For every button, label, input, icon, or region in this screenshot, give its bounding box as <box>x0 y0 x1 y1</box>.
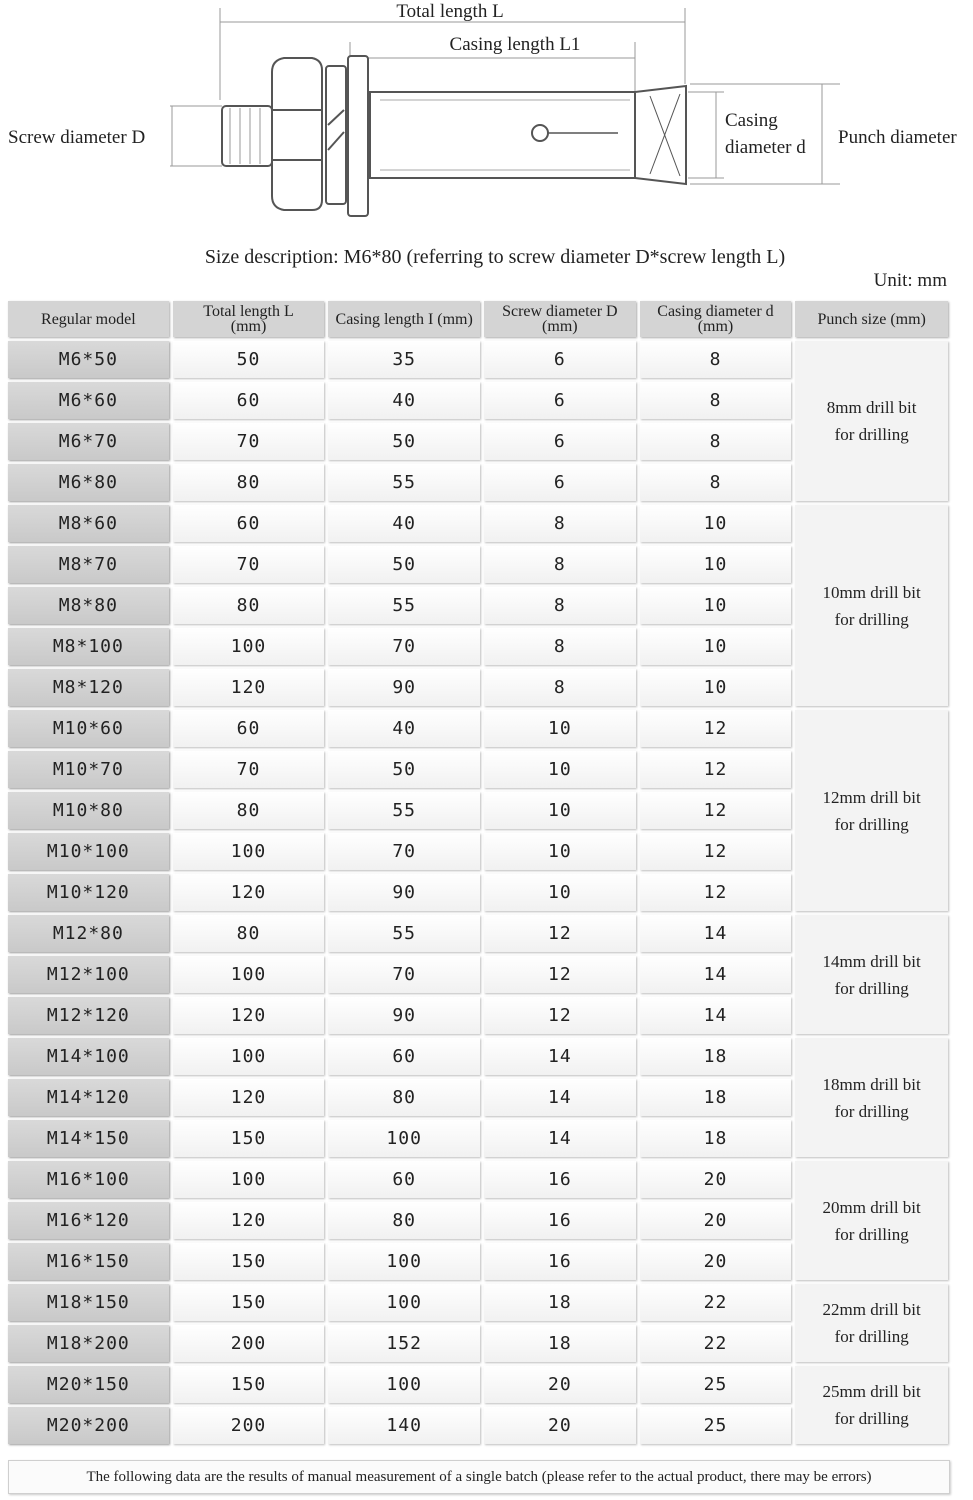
screw-diameter-cell: 10 <box>484 874 636 911</box>
header-punch-size: Punch size (mm) <box>795 301 948 337</box>
punch-size-line2: for drilling <box>834 425 909 444</box>
screw-diameter-cell: 14 <box>484 1120 636 1157</box>
punch-size-line1: 12mm drill bit <box>822 787 921 807</box>
table-header-row <box>8 301 948 337</box>
total-length-cell: 80 <box>173 587 325 624</box>
total-length-cell: 200 <box>173 1407 325 1444</box>
total-length-cell: 80 <box>173 792 325 829</box>
casing-diameter-cell: 12 <box>640 874 792 911</box>
model-cell: M6*70 <box>8 423 169 460</box>
total-length-cell: 80 <box>173 464 325 501</box>
total-length-cell: 120 <box>173 669 325 706</box>
screw-diameter-cell: 10 <box>484 710 636 747</box>
casing-length-cell: 100 <box>328 1284 480 1321</box>
casing-diameter-cell: 10 <box>640 669 792 706</box>
table-row <box>8 1038 948 1075</box>
total-length-cell: 150 <box>173 1284 325 1321</box>
casing-diameter-label: Casing <box>725 110 778 131</box>
punch-size-line1: 20mm drill bit <box>822 1197 921 1217</box>
total-length-cell: 50 <box>173 341 325 378</box>
screw-diameter-cell: 8 <box>484 505 636 542</box>
casing-length-cell: 55 <box>328 587 480 624</box>
casing-length-cell: 140 <box>328 1407 480 1444</box>
punch-size-line2: for drilling <box>834 1101 909 1121</box>
casing-length-cell: 50 <box>328 546 480 583</box>
punch-size-cell <box>795 915 948 1034</box>
screw-diameter-cell: 14 <box>484 1038 636 1075</box>
screw-diameter-cell: 10 <box>484 792 636 829</box>
screw-diameter-cell: 20 <box>484 1407 636 1444</box>
casing-diameter-cell: 10 <box>640 505 792 542</box>
model-cell: M10*80 <box>8 792 169 829</box>
screw-diameter-cell: 12 <box>484 915 636 952</box>
measurement-footnote: The following data are the results of manual measurement of a single batch (please refer to the actual product, there may be errors) <box>8 1460 950 1494</box>
casing-diameter-cell: 18 <box>640 1038 792 1075</box>
table-row <box>8 1366 948 1403</box>
model-cell: M16*120 <box>8 1202 169 1239</box>
casing-diameter-cell: 12 <box>640 792 792 829</box>
casing-length-cell: 70 <box>328 833 480 870</box>
total-length-cell: 60 <box>173 382 325 419</box>
header-total-length: Total length L (mm) <box>173 301 325 337</box>
header-screw-diameter: Screw diameter D (mm) <box>484 301 636 337</box>
screw-diameter-cell: 12 <box>484 956 636 993</box>
casing-diameter-cell: 10 <box>640 628 792 665</box>
punch-size-line2: for drilling <box>834 978 909 998</box>
table-row <box>8 341 948 378</box>
casing-length-cell: 90 <box>328 874 480 911</box>
casing-length-cell: 55 <box>328 792 480 829</box>
casing-diameter-cell: 18 <box>640 1079 792 1116</box>
size-description: Size description: M6*80 (referring to screw diameter D*screw length L) <box>204 246 786 268</box>
punch-size-cell <box>795 341 948 501</box>
casing-length-cell: 100 <box>328 1243 480 1280</box>
casing-diameter-cell: 12 <box>640 833 792 870</box>
casing-diameter-cell: 10 <box>640 546 792 583</box>
casing-length-cell: 50 <box>328 751 480 788</box>
punch-size-cell <box>795 1038 948 1157</box>
unit-label: Unit: mm <box>873 270 947 291</box>
model-cell: M6*50 <box>8 341 169 378</box>
casing-length-cell: 40 <box>328 505 480 542</box>
casing-length-cell: 100 <box>328 1366 480 1403</box>
punch-size-cell <box>795 505 948 706</box>
casing-length-cell: 152 <box>328 1325 480 1362</box>
table-row <box>8 1161 948 1198</box>
table-body <box>8 341 948 1444</box>
model-cell: M14*150 <box>8 1120 169 1157</box>
header-model: Regular model <box>8 301 169 337</box>
total-length-cell: 100 <box>173 833 325 870</box>
casing-diameter-cell: 12 <box>640 751 792 788</box>
screw-diameter-cell: 6 <box>484 382 636 419</box>
screw-diameter-cell: 8 <box>484 669 636 706</box>
casing-diameter-cell: 14 <box>640 956 792 993</box>
total-length-cell: 120 <box>173 997 325 1034</box>
screw-diameter-cell: 8 <box>484 546 636 583</box>
casing-diameter-cell: 25 <box>640 1366 792 1403</box>
screw-diameter-cell: 10 <box>484 833 636 870</box>
total-length-cell: 100 <box>173 1038 325 1075</box>
punch-size-line2: for drilling <box>834 609 909 629</box>
bolt-drawing <box>222 56 686 216</box>
model-cell: M10*100 <box>8 833 169 870</box>
casing-diameter-cell: 20 <box>640 1161 792 1198</box>
model-cell: M18*150 <box>8 1284 169 1321</box>
casing-length-cell: 100 <box>328 1120 480 1157</box>
screw-diameter-cell: 16 <box>484 1202 636 1239</box>
screw-diameter-cell: 6 <box>484 423 636 460</box>
punch-size-line2: for drilling <box>834 1224 909 1244</box>
table-row <box>8 1284 948 1321</box>
punch-diameter-label: Punch diameter <box>838 127 957 148</box>
punch-size-line1: 10mm drill bit <box>822 582 921 602</box>
casing-diameter-cell: 8 <box>640 423 792 460</box>
screw-diameter-cell: 6 <box>484 341 636 378</box>
screw-diameter-cell: 10 <box>484 751 636 788</box>
casing-length-label: Casing length L1 <box>449 34 581 55</box>
total-length-cell: 150 <box>173 1366 325 1403</box>
model-cell: M12*100 <box>8 956 169 993</box>
punch-size-line2: for drilling <box>834 814 909 834</box>
model-cell: M6*60 <box>8 382 169 419</box>
header-casing-diameter: Casing diameter d (mm) <box>640 301 792 337</box>
total-length-cell: 100 <box>173 628 325 665</box>
total-length-cell: 60 <box>173 710 325 747</box>
casing-slot <box>532 125 548 141</box>
punch-size-cell <box>795 1161 948 1280</box>
casing-diameter-cell: 8 <box>640 382 792 419</box>
total-length-cell: 70 <box>173 546 325 583</box>
punch-size-line1: 8mm drill bit <box>826 398 917 417</box>
casing-length-cell: 40 <box>328 382 480 419</box>
casing-length-cell: 80 <box>328 1202 480 1239</box>
total-length-cell: 100 <box>173 956 325 993</box>
table-row <box>8 915 948 952</box>
total-length-cell: 100 <box>173 1161 325 1198</box>
model-cell: M14*100 <box>8 1038 169 1075</box>
screw-diameter-cell: 20 <box>484 1366 636 1403</box>
punch-size-line2: for drilling <box>834 1327 909 1346</box>
flat-washer <box>348 56 368 216</box>
screw-diameter-cell: 16 <box>484 1243 636 1280</box>
punch-size-line1: 22mm drill bit <box>822 1300 921 1319</box>
screw-diameter-cell: 6 <box>484 464 636 501</box>
model-cell: M20*150 <box>8 1366 169 1403</box>
casing-length-cell: 55 <box>328 464 480 501</box>
spring-washer <box>326 66 346 204</box>
model-cell: M8*120 <box>8 669 169 706</box>
model-cell: M10*120 <box>8 874 169 911</box>
screw-diameter-cell: 18 <box>484 1325 636 1362</box>
total-length-cell: 150 <box>173 1120 325 1157</box>
casing-length-cell: 40 <box>328 710 480 747</box>
casing-length-cell: 70 <box>328 956 480 993</box>
model-cell: M16*100 <box>8 1161 169 1198</box>
model-cell: M12*120 <box>8 997 169 1034</box>
casing-length-cell: 50 <box>328 423 480 460</box>
screw-diameter-cell: 8 <box>484 587 636 624</box>
casing-diameter-cell: 10 <box>640 587 792 624</box>
model-cell: M10*70 <box>8 751 169 788</box>
model-cell: M14*120 <box>8 1079 169 1116</box>
model-cell: M16*150 <box>8 1243 169 1280</box>
casing-diameter-label-2: diameter d <box>725 137 806 158</box>
punch-size-line2: for drilling <box>834 1409 909 1428</box>
casing-length-cell: 60 <box>328 1161 480 1198</box>
header-casing-length: Casing length I (mm) <box>328 301 480 337</box>
model-cell: M8*100 <box>8 628 169 665</box>
punch-size-line1: 18mm drill bit <box>822 1074 921 1094</box>
casing-diameter-cell: 22 <box>640 1284 792 1321</box>
total-length-label: Total length L <box>396 1 504 22</box>
total-length-cell: 70 <box>173 423 325 460</box>
casing-cone <box>635 86 686 184</box>
casing-diameter-cell: 14 <box>640 915 792 952</box>
casing-length-cell: 90 <box>328 669 480 706</box>
total-length-cell: 60 <box>173 505 325 542</box>
casing-length-cell: 35 <box>328 341 480 378</box>
casing-diameter-cell: 25 <box>640 1407 792 1444</box>
model-cell: M18*200 <box>8 1325 169 1362</box>
casing-diameter-cell: 18 <box>640 1120 792 1157</box>
punch-size-cell <box>795 1366 948 1444</box>
screw-diameter-cell: 16 <box>484 1161 636 1198</box>
casing-diameter-cell: 8 <box>640 341 792 378</box>
hex-nut <box>272 58 322 210</box>
model-cell: M8*70 <box>8 546 169 583</box>
table-row <box>8 505 948 542</box>
casing-length-cell: 80 <box>328 1079 480 1116</box>
screw-diameter-cell: 14 <box>484 1079 636 1116</box>
total-length-cell: 120 <box>173 1202 325 1239</box>
casing-diameter-cell: 20 <box>640 1202 792 1239</box>
model-cell: M20*200 <box>8 1407 169 1444</box>
screw-diameter-cell: 18 <box>484 1284 636 1321</box>
model-cell: M6*80 <box>8 464 169 501</box>
casing-diameter-cell: 14 <box>640 997 792 1034</box>
punch-size-cell <box>795 710 948 911</box>
casing-diameter-cell: 12 <box>640 710 792 747</box>
punch-size-line1: 14mm drill bit <box>822 951 921 971</box>
total-length-cell: 80 <box>173 915 325 952</box>
casing-length-cell: 70 <box>328 628 480 665</box>
total-length-cell: 120 <box>173 874 325 911</box>
model-cell: M10*60 <box>8 710 169 747</box>
total-length-cell: 150 <box>173 1243 325 1280</box>
casing-diameter-cell: 20 <box>640 1243 792 1280</box>
expansion-casing <box>370 92 635 178</box>
punch-size-cell <box>795 1284 948 1362</box>
total-length-cell: 70 <box>173 751 325 788</box>
casing-length-cell: 55 <box>328 915 480 952</box>
punch-size-line1: 25mm drill bit <box>822 1382 921 1401</box>
model-cell: M8*60 <box>8 505 169 542</box>
expansion-bolt-diagram <box>0 0 973 240</box>
screw-diameter-label: Screw diameter D <box>8 127 146 148</box>
specification-table <box>4 297 952 1448</box>
casing-length-cell: 60 <box>328 1038 480 1075</box>
screw-diameter-cell: 8 <box>484 628 636 665</box>
casing-diameter-cell: 22 <box>640 1325 792 1362</box>
total-length-cell: 120 <box>173 1079 325 1116</box>
model-cell: M12*80 <box>8 915 169 952</box>
model-cell: M8*80 <box>8 587 169 624</box>
casing-length-cell: 90 <box>328 997 480 1034</box>
table-row <box>8 710 948 747</box>
total-length-cell: 200 <box>173 1325 325 1362</box>
screw-diameter-cell: 12 <box>484 997 636 1034</box>
casing-diameter-cell: 8 <box>640 464 792 501</box>
